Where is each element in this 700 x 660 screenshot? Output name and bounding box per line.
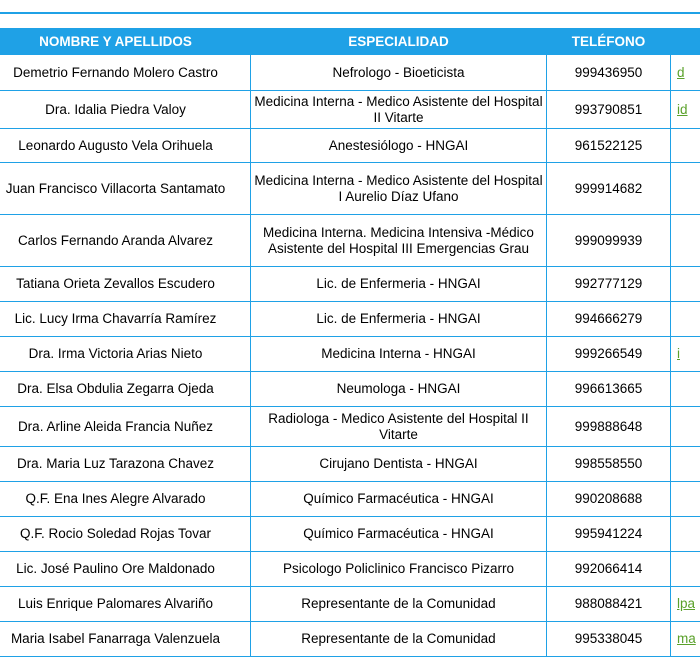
header-name: NOMBRE Y APELLIDOS [0, 28, 251, 55]
cell-phone: 992066414 [547, 552, 671, 587]
table-row [0, 552, 700, 587]
cell-email [671, 407, 700, 447]
cell-specialty: Representante de la Comunidad [251, 622, 547, 657]
cell-name: Demetrio Fernando Molero Castro [0, 55, 251, 91]
table-row [0, 215, 700, 267]
cell-phone: 994666279 [547, 302, 671, 337]
cell-email [671, 517, 700, 552]
table-row [0, 517, 700, 552]
table-row [0, 622, 700, 657]
cell-phone: 999436950 [547, 55, 671, 91]
table-row [0, 129, 700, 163]
cell-name: Dra. Maria Luz Tarazona Chavez [0, 447, 251, 482]
cell-name: Leonardo Augusto Vela Orihuela [0, 129, 251, 163]
cell-specialty: Radiologa - Medico Asistente del Hospital II Vitarte [251, 407, 547, 447]
table-row [0, 337, 700, 372]
cell-email[interactable]: id [671, 91, 700, 129]
cell-email [671, 129, 700, 163]
cell-phone: 988088421 [547, 587, 671, 622]
table-row [0, 55, 700, 91]
cell-email [671, 267, 700, 302]
cell-name: Juan Francisco Villacorta Santamato [0, 163, 251, 215]
header-phone: TELÉFONO [547, 28, 671, 55]
cell-name: Dra. Irma Victoria Arias Nieto [0, 337, 251, 372]
cell-specialty: Representante de la Comunidad [251, 587, 547, 622]
cell-phone: 990208688 [547, 482, 671, 517]
contacts-table [0, 28, 700, 657]
cell-email[interactable]: i [671, 337, 700, 372]
cell-phone: 999888648 [547, 407, 671, 447]
cell-name: Dra. Idalia Piedra Valoy [0, 91, 251, 129]
cell-specialty: Medicina Interna - Medico Asistente del Hospital II Vitarte [251, 91, 547, 129]
cell-phone: 999099939 [547, 215, 671, 267]
cell-phone: 961522125 [547, 129, 671, 163]
cell-email [671, 215, 700, 267]
cell-name: Q.F. Ena Ines Alegre Alvarado [0, 482, 251, 517]
cell-email[interactable]: d [671, 55, 700, 91]
cell-name: Dra. Elsa Obdulia Zegarra Ojeda [0, 372, 251, 407]
cell-specialty: Nefrologo - Bioeticista [251, 55, 547, 91]
cell-email [671, 163, 700, 215]
cell-name: Tatiana Orieta Zevallos Escudero [0, 267, 251, 302]
cell-specialty: Químico Farmacéutica - HNGAI [251, 517, 547, 552]
cell-phone: 993790851 [547, 91, 671, 129]
cell-phone: 995338045 [547, 622, 671, 657]
cell-specialty: Lic. de Enfermeria - HNGAI [251, 267, 547, 302]
header-specialty: ESPECIALIDAD [251, 28, 547, 55]
cell-email [671, 302, 700, 337]
cell-phone: 999914682 [547, 163, 671, 215]
cell-specialty: Químico Farmacéutica - HNGAI [251, 482, 547, 517]
table-row [0, 163, 700, 215]
cell-name: Dra. Arline Aleida Francia Nuñez [0, 407, 251, 447]
cell-name: Luis Enrique Palomares Alvariño [0, 587, 251, 622]
cell-name: Lic. José Paulino Ore Maldonado [0, 552, 251, 587]
cell-specialty: Neumologa - HNGAI [251, 372, 547, 407]
cell-specialty: Medicina Interna - Medico Asistente del Hospital I Aurelio Díaz Ufano [251, 163, 547, 215]
table-row [0, 407, 700, 447]
table-row [0, 587, 700, 622]
cell-phone: 998558550 [547, 447, 671, 482]
cell-phone: 995941224 [547, 517, 671, 552]
header-email [671, 28, 700, 55]
cell-phone: 996613665 [547, 372, 671, 407]
cell-email [671, 552, 700, 587]
cell-email [671, 372, 700, 407]
cell-specialty: Lic. de Enfermeria - HNGAI [251, 302, 547, 337]
cell-specialty: Anestesiólogo - HNGAI [251, 129, 547, 163]
table-row [0, 267, 700, 302]
cell-specialty: Medicina Interna - HNGAI [251, 337, 547, 372]
top-rule [0, 12, 700, 14]
cell-name: Lic. Lucy Irma Chavarría Ramírez [0, 302, 251, 337]
table-header [0, 28, 700, 55]
cell-name: Maria Isabel Fanarraga Valenzuela [0, 622, 251, 657]
table-body [0, 55, 700, 657]
cell-name: Carlos Fernando Aranda Alvarez [0, 215, 251, 267]
contacts-table-wrapper [0, 28, 700, 657]
table-row [0, 447, 700, 482]
cell-specialty: Psicologo Policlinico Francisco Pizarro [251, 552, 547, 587]
cell-email [671, 482, 700, 517]
table-row [0, 302, 700, 337]
table-row [0, 91, 700, 129]
cell-phone: 999266549 [547, 337, 671, 372]
table-row [0, 372, 700, 407]
cell-email [671, 447, 700, 482]
cell-name: Q.F. Rocio Soledad Rojas Tovar [0, 517, 251, 552]
cell-specialty: Medicina Interna. Medicina Intensiva -Médico Asistente del Hospital III Emergencias Grau [251, 215, 547, 267]
cell-email[interactable]: lpa [671, 587, 700, 622]
cell-phone: 992777129 [547, 267, 671, 302]
header-row [0, 28, 700, 55]
table-row [0, 482, 700, 517]
cell-email[interactable]: ma [671, 622, 700, 657]
cell-specialty: Cirujano Dentista - HNGAI [251, 447, 547, 482]
